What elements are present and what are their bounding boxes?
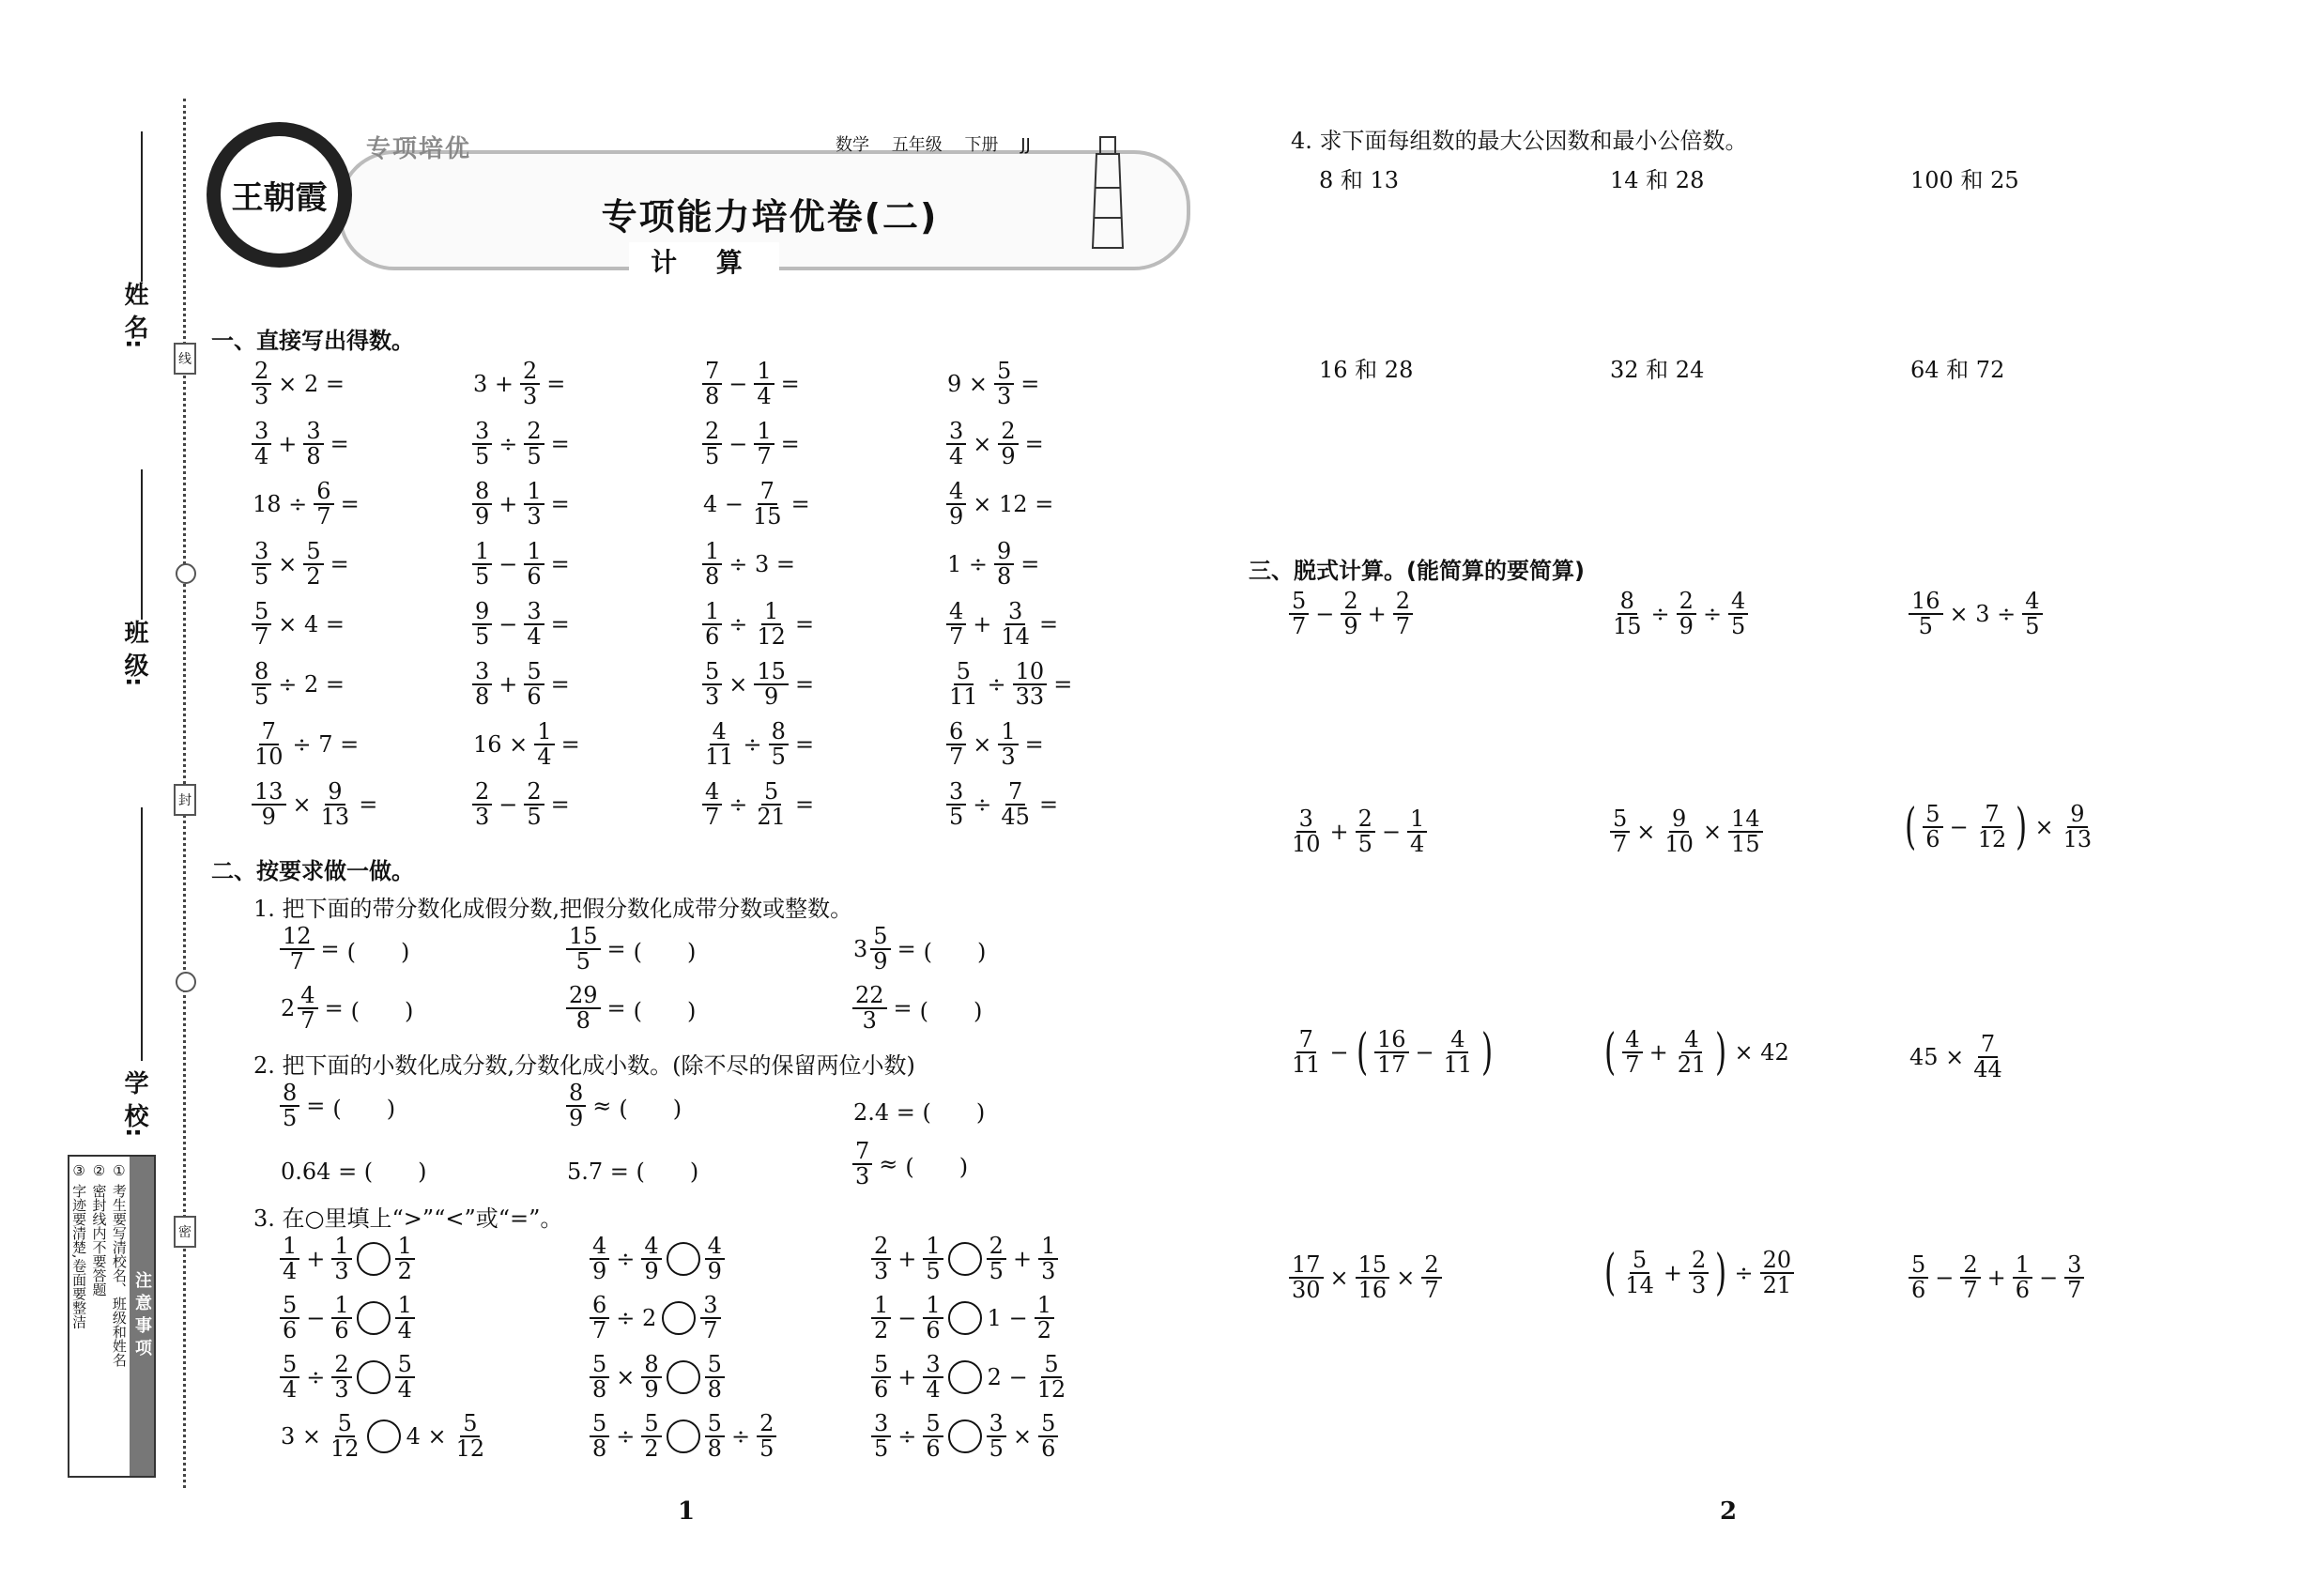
notice-box (68, 1155, 156, 1478)
problem: $\frac{29}{8}$ = ( ) (563, 984, 699, 1033)
series-tag: 专项培优 (366, 135, 472, 163)
answer-blank[interactable]: ( ) (633, 997, 697, 1024)
problem: $\frac{8}{9}$ + $\frac{1}{3}$ = (469, 480, 574, 529)
problem: $\frac{2}{3}$ × 2 = (249, 360, 348, 408)
question-2: 2. 把下面的小数化成分数,分数化成小数。(除不尽的保留两位小数) (253, 1052, 915, 1079)
problem: 2 $\frac{4}{7}$ = ( ) (281, 982, 414, 1035)
binding-hole-icon (176, 563, 196, 584)
problem: $\frac{2}{3}$ + $\frac{1}{5}$ $\frac{2}{5}$ + $\frac{1}{3}$ (868, 1235, 1061, 1283)
decimal-problem[interactable]: 5.7 = ( ) (567, 1159, 699, 1185)
problem: 18 ÷ $\frac{6}{7}$ = (253, 478, 360, 530)
compare-circle[interactable] (357, 1242, 391, 1276)
problem: 45 × $\frac{7}{44}$ (1909, 1031, 2002, 1083)
binding-hole-icon (176, 972, 196, 992)
problem: $\frac{3}{4}$ × $\frac{2}{9}$ = (943, 420, 1048, 468)
problem (563, 1153, 702, 1186)
brand-logo (207, 122, 352, 268)
page-subtitle: 计 算 (629, 242, 779, 280)
problem: $\frac{1}{4}$ + $\frac{1}{3}$ $\frac{1}{2}$ (277, 1235, 418, 1283)
problem: $\frac{17}{30}$ × $\frac{15}{16}$ × $\frac{2}{7}$ (1286, 1253, 1445, 1302)
page-number-right: 2 (1720, 1497, 1738, 1526)
problem: $\frac{3}{8}$ + $\frac{5}{6}$ = (469, 660, 574, 709)
number-pair: 64 和 72 (1910, 357, 2005, 383)
decimal-problem[interactable]: 0.64 = ( ) (281, 1159, 427, 1185)
number-pair: 32 和 24 (1610, 357, 1705, 383)
page-title: 专项能力培优卷(二) (601, 196, 939, 238)
answer-blank[interactable]: ( ) (923, 938, 987, 965)
problem: $\frac{3}{5}$ × $\frac{5}{2}$ = (249, 540, 353, 589)
problem: $\frac{3}{5}$ ÷ $\frac{7}{45}$ = (943, 780, 1062, 829)
problem: $\frac{5}{3}$ × $\frac{15}{9}$ = (699, 660, 818, 709)
compare-circle[interactable] (948, 1420, 982, 1453)
problem: $\frac{8}{9}$ ≈ ( ) (563, 1082, 685, 1130)
compare-circle[interactable] (367, 1420, 401, 1453)
problem: $\frac{3}{5}$ ÷ $\frac{5}{6}$ $\frac{3}{5}$ × $\frac{5}{6}$ (868, 1412, 1061, 1461)
problem: $\frac{8}{15}$ ÷ $\frac{2}{9}$ ÷ $\frac{4}{5}$ (1607, 590, 1751, 638)
problem: $\frac{6}{7}$ × $\frac{1}{3}$ = (943, 720, 1048, 769)
school-label: 学 校: (120, 1070, 148, 1138)
problem: ( $\frac{4}{7}$ + $\frac{4}{21}$ ) × 42 (1604, 1024, 1789, 1082)
problem: $\frac{5}{7}$ × $\frac{9}{10}$ × $\frac{14}{15}$ (1607, 807, 1766, 856)
name-label: 姓 名: (120, 282, 148, 349)
answer-blank[interactable]: ( ) (346, 938, 410, 965)
answer-blank[interactable]: ( ) (919, 997, 983, 1024)
number-pair: 8 和 13 (1319, 167, 1400, 193)
compare-circle[interactable] (667, 1242, 700, 1276)
problem: 1 ÷ $\frac{9}{8}$ = (947, 538, 1040, 591)
problem: $\frac{5}{11}$ ÷ $\frac{10}{33}$ = (949, 658, 1073, 711)
problem: $\frac{3}{5}$ ÷ $\frac{2}{5}$ = (469, 420, 574, 468)
problem: $\frac{4}{7}$ + $\frac{3}{14}$ = (943, 600, 1062, 649)
seal-mark-seal: 封 (174, 784, 196, 816)
seal-mark-secret: 密 (174, 1216, 196, 1248)
problem: $\frac{1}{8}$ ÷ 3 = (699, 540, 799, 589)
problem: $\frac{5}{7}$ − $\frac{2}{9}$ + $\frac{2}{7}$ (1286, 590, 1416, 638)
number-pair: 16 和 28 (1319, 357, 1414, 383)
problem: $\frac{4}{9}$ × 12 = (943, 480, 1057, 529)
problem: $\frac{1}{2}$ − $\frac{1}{6}$ 1 − $\frac{1}{2}$ (868, 1294, 1057, 1343)
problem: $\frac{5}{6}$ − $\frac{1}{6}$ $\frac{1}{4}$ (277, 1294, 418, 1343)
compare-circle[interactable] (662, 1301, 696, 1335)
compare-circle[interactable] (948, 1360, 982, 1394)
answer-blank[interactable]: ( ) (350, 997, 414, 1024)
notice-item: ③ 字迹要清楚,卷面要整洁 (70, 1162, 88, 1329)
problem: $\frac{8}{5}$ ÷ 2 = (249, 660, 348, 709)
lighthouse-icon (1080, 131, 1136, 253)
problem: $\frac{1}{5}$ − $\frac{1}{6}$ = (469, 540, 574, 589)
problem: $\frac{2}{3}$ − $\frac{2}{5}$ = (469, 780, 574, 829)
problem: $\frac{5}{6}$ − $\frac{2}{7}$ + $\frac{1}{6}$ − $\frac{3}{7}$ (1906, 1253, 2087, 1302)
problem: $\frac{4}{11}$ ÷ $\frac{8}{5}$ = (705, 718, 815, 771)
name-field[interactable] (141, 131, 143, 282)
problem: $\frac{7}{8}$ − $\frac{1}{4}$ = (699, 360, 804, 408)
problem (850, 1094, 989, 1127)
logo-text: 王朝霞 (231, 179, 328, 217)
school-field[interactable] (141, 807, 143, 1061)
notice-heading: 注意事项 (130, 1157, 154, 1476)
page-number-left: 1 (678, 1497, 696, 1526)
problem: 3 + $\frac{2}{3}$ = (473, 358, 566, 410)
problem: ( $\frac{5}{6}$ − $\frac{7}{12}$ ) × $\frac{9}{13}$ (1905, 799, 2093, 856)
problem: 16 × $\frac{1}{4}$ = (473, 718, 580, 771)
problem: $\frac{13}{9}$ × $\frac{9}{13}$ = (249, 780, 381, 829)
section-1-title: 一、直接写出得数。 (211, 328, 414, 354)
answer-blank[interactable]: ( ) (332, 1095, 396, 1122)
problem: $\frac{7}{3}$ ≈ ( ) (850, 1140, 972, 1189)
notice-item: ② 密封线内不要答题 (90, 1162, 108, 1297)
meta-volume: 下册 (964, 135, 999, 155)
problem: $\frac{22}{3}$ = ( ) (850, 984, 986, 1033)
seal-mark-line: 线 (174, 343, 196, 375)
number-pair: 100 和 25 (1910, 167, 2019, 193)
section-2-title: 二、按要求做一做。 (211, 858, 414, 884)
question-3: 3. 在○里填上“>”“<”或“=”。 (253, 1205, 563, 1232)
class-label: 班 级: (120, 620, 148, 687)
answer-blank[interactable]: ( ) (905, 1153, 969, 1180)
problem: $\frac{8}{5}$ = ( ) (277, 1082, 399, 1130)
problem: $\frac{5}{4}$ ÷ $\frac{2}{3}$ $\frac{5}{4}$ (277, 1353, 418, 1402)
compare-circle[interactable] (357, 1360, 391, 1394)
problem: $\frac{5}{6}$ + $\frac{3}{4}$ 2 − $\frac{5}{12}$ (868, 1353, 1071, 1402)
problem: $\frac{2}{5}$ − $\frac{1}{7}$ = (699, 420, 804, 468)
problem: 3 × $\frac{5}{12}$ 4 × $\frac{5}{12}$ (281, 1410, 485, 1463)
question-1: 1. 把下面的带分数化成假分数,把假分数化成带分数或整数。 (253, 896, 853, 922)
problem: $\frac{12}{7}$ = ( ) (277, 925, 413, 974)
problem: $\frac{9}{5}$ − $\frac{3}{4}$ = (469, 600, 574, 649)
compare-circle[interactable] (948, 1301, 982, 1335)
problem: $\frac{7}{10}$ ÷ 7 = (254, 718, 360, 771)
answer-blank[interactable]: ( ) (619, 1095, 682, 1122)
problem: $\frac{1}{6}$ ÷ $\frac{1}{12}$ = (699, 600, 818, 649)
problem (277, 1153, 431, 1186)
problem: $\frac{4}{7}$ ÷ $\frac{5}{21}$ = (699, 780, 818, 829)
compare-circle[interactable] (948, 1242, 982, 1276)
meta-edition: JJ (1020, 135, 1031, 155)
book-meta (836, 131, 1048, 156)
problem: $\frac{15}{5}$ = ( ) (563, 925, 699, 974)
problem: $\frac{16}{5}$ × 3 ÷ $\frac{4}{5}$ (1906, 590, 2046, 638)
problem: $\frac{5}{8}$ × $\frac{8}{9}$ $\frac{5}{8}$ (587, 1353, 728, 1402)
problem: $\frac{6}{7}$ ÷ 2 $\frac{3}{7}$ (587, 1294, 724, 1343)
problem: 3 $\frac{5}{9}$ = ( ) (853, 923, 987, 975)
problem: $\frac{3}{10}$ + $\frac{2}{5}$ − $\frac{1}{4}$ (1286, 807, 1430, 856)
decimal-problem[interactable]: 2.4 = ( ) (853, 1099, 986, 1126)
problem: $\frac{5}{7}$ × 4 = (249, 600, 348, 649)
class-field[interactable] (141, 469, 143, 620)
problem: $\frac{7}{11}$ − ( $\frac{16}{17}$ − $\frac{4}{11}$ ) (1292, 1024, 1494, 1082)
problem: $\frac{3}{4}$ + $\frac{3}{8}$ = (249, 420, 353, 468)
problem: ( $\frac{5}{14}$ + $\frac{2}{3}$ ) ÷ $\frac{20}{21}$ (1601, 1249, 1797, 1297)
problem: $\frac{5}{8}$ ÷ $\frac{5}{2}$ $\frac{5}{8}$ ÷ $\frac{2}{5}$ (587, 1412, 779, 1461)
compare-circle[interactable] (357, 1301, 391, 1335)
meta-grade: 五年级 (891, 135, 943, 155)
number-pair: 14 和 28 (1610, 167, 1705, 193)
answer-blank[interactable]: ( ) (633, 938, 697, 965)
section-3-title: 三、脱式计算。(能简算的要简算) (1249, 558, 1585, 584)
question-4: 4. 求下面每组数的最大公因数和最小公倍数。 (1291, 128, 1748, 154)
notice-item: ① 考生要写清校名、班级和姓名 (110, 1162, 128, 1367)
compare-circle[interactable] (667, 1360, 700, 1394)
compare-circle[interactable] (667, 1420, 700, 1453)
problem: 9 × $\frac{5}{3}$ = (947, 358, 1040, 410)
problem: $\frac{4}{9}$ ÷ $\frac{4}{9}$ $\frac{4}{9}$ (587, 1235, 728, 1283)
problem: 4 − $\frac{7}{15}$ = (703, 478, 810, 530)
meta-subject: 数学 (836, 135, 869, 155)
